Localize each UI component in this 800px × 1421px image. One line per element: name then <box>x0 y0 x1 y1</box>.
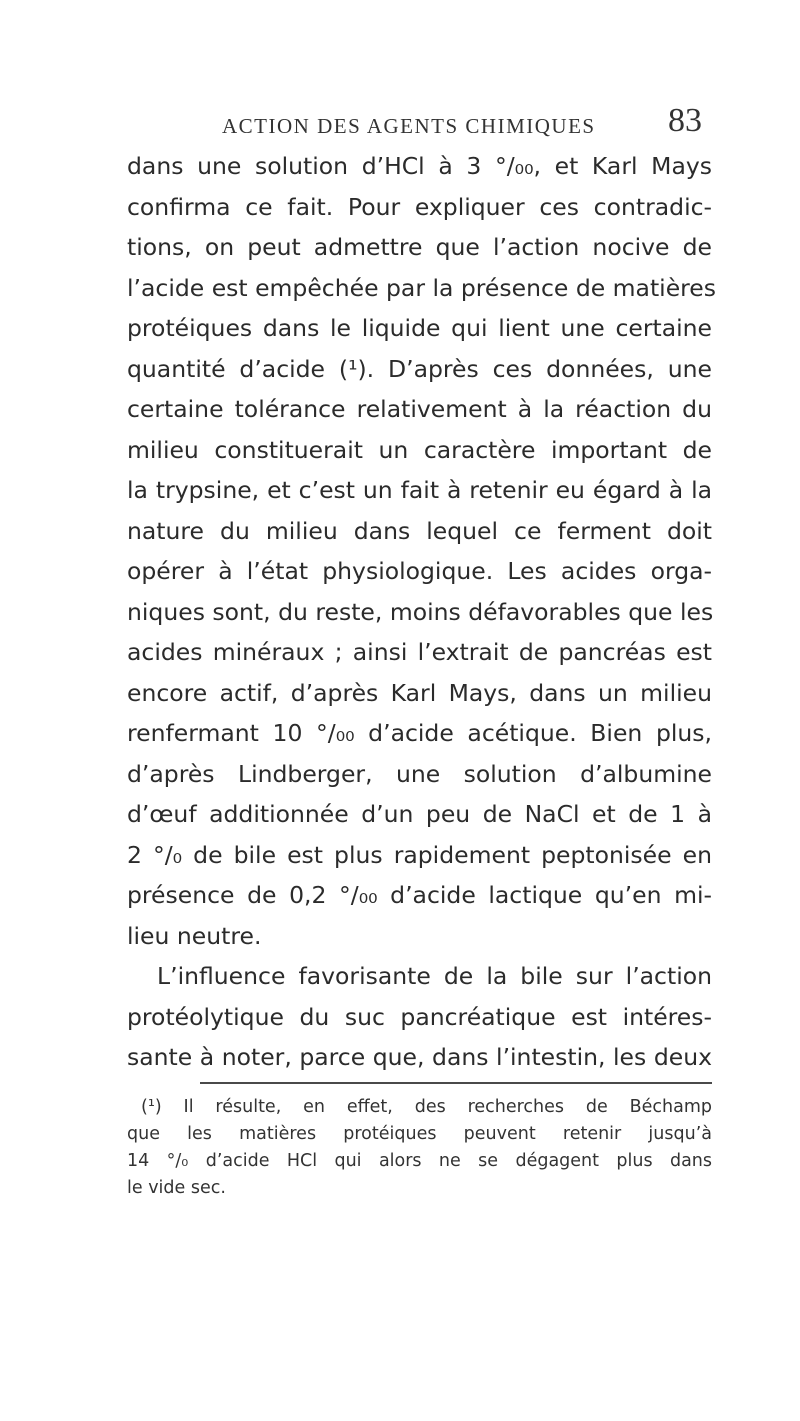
text-line: certaine tolérance relativement à la réaction du <box>127 395 712 423</box>
text-line: lieu neutre. <box>127 921 262 950</box>
text-line: la trypsine, et c’est un fait à retenir eu égard à la <box>127 476 712 504</box>
footnote-line: que les matières protéiques peuvent retenir jusqu’à <box>127 1124 712 1144</box>
footnote <box>127 1094 712 1202</box>
footnote-divider <box>200 1082 712 1084</box>
text-line: renfermant 10 °/₀₀ d’acide acétique. Bien plus, <box>127 719 712 747</box>
text-line: d’œuf additionnée d’un peu de NaCl et de 1 à <box>127 800 712 828</box>
text-line: niques sont, du reste, moins défavorables que les <box>127 597 714 626</box>
text-line: l’acide est empêchée par la présence de matières <box>127 273 717 302</box>
running-title: ACTION DES AGENTS CHIMIQUES <box>222 114 596 138</box>
text-line: sante à noter, parce que, dans l’intestin, les deux <box>127 1043 712 1071</box>
footnote-line: le vide sec. <box>127 1178 226 1198</box>
running-head <box>222 88 702 139</box>
page-number: 83 <box>668 102 702 139</box>
text-line: confirma ce fait. Pour expliquer ces contradic- <box>127 192 712 221</box>
text-line: nature du milieu dans lequel ce ferment doit <box>127 516 712 545</box>
text-line: protéolytique du suc pancréatique est intéres- <box>127 1002 712 1031</box>
text-line: milieu constituerait un caractère important de <box>127 435 712 464</box>
text-line: quantité d’acide (¹). D’après ces données, une <box>127 354 712 383</box>
footnote-line: (¹) Il résulte, en effet, des recherches de Béchamp <box>141 1097 712 1117</box>
text-line: dans une solution d’HCl à 3 °/₀₀, et Karl Mays <box>127 152 712 180</box>
footnote-line: 14 °/₀ d’acide HCl qui alors ne se dégagent plus dans <box>127 1151 712 1171</box>
text-line: tions, on peut admettre que l’action nocive de <box>127 233 712 261</box>
text-line: L’influence favorisante de la bile sur l’action <box>157 962 712 990</box>
text-line: présence de 0,2 °/₀₀ d’acide lactique qu’en mi- <box>127 881 712 909</box>
text-line: encore actif, d’après Karl Mays, dans un milieu <box>127 678 712 707</box>
text-line: 2 °/₀ de bile est plus rapidement peptonisée en <box>127 840 712 869</box>
text-line: d’après Lindberger, une solution d’albumine <box>127 759 712 788</box>
text-line: opérer à l’état physiologique. Les acides orga- <box>127 557 712 585</box>
text-line: acides minéraux ; ainsi l’extrait de pancréas est <box>127 638 712 666</box>
text-line: protéiques dans le liquide qui lient une certaine <box>127 314 712 342</box>
main-text <box>127 146 717 1078</box>
